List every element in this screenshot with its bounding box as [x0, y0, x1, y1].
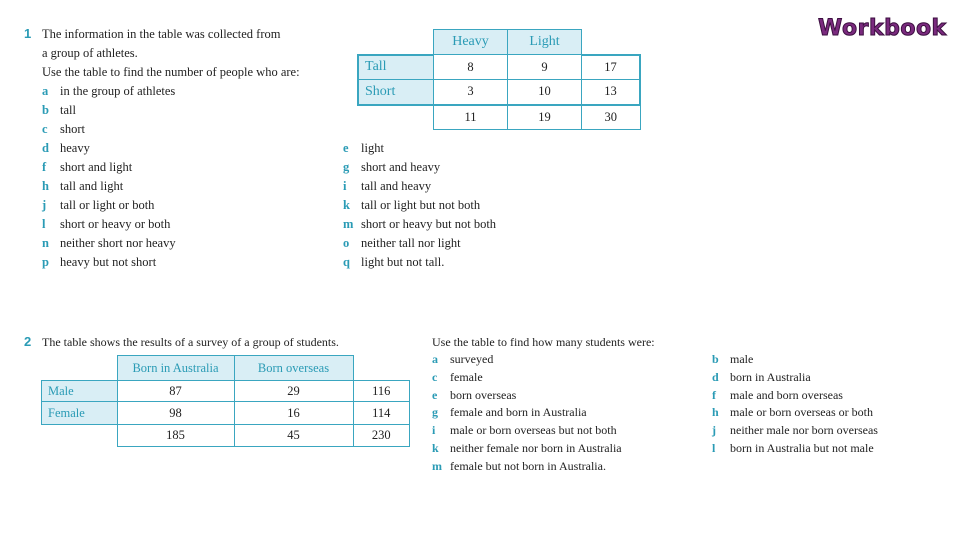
question-item	[712, 404, 873, 420]
item-text: surveyed	[450, 352, 494, 366]
item-letter: i	[343, 179, 347, 193]
question-item	[343, 140, 384, 156]
item-letter: j	[42, 198, 47, 212]
students-table	[41, 355, 410, 447]
question-item	[712, 422, 878, 438]
question-item	[42, 254, 156, 270]
question-item	[42, 140, 90, 156]
question-item	[42, 83, 175, 99]
question-1-number: 1	[24, 26, 32, 41]
total-cell: 45	[234, 425, 353, 447]
question-item	[42, 197, 154, 213]
total-cell: 230	[353, 425, 410, 447]
question-item	[432, 440, 622, 456]
question-item	[42, 121, 85, 137]
item-text: female	[450, 370, 483, 384]
item-letter: m	[432, 459, 442, 473]
question-item	[432, 387, 516, 403]
question-item	[712, 369, 811, 385]
item-text: male and born overseas	[730, 388, 843, 402]
item-text: heavy	[60, 141, 90, 155]
item-letter: a	[42, 84, 49, 98]
col-header: Born in Australia	[117, 356, 234, 381]
total-cell: 19	[508, 105, 582, 130]
item-text: female but not born in Australia.	[450, 459, 606, 473]
cell: 116	[353, 381, 410, 402]
item-letter: a	[432, 352, 438, 366]
item-letter: j	[712, 423, 716, 437]
row-header: Tall	[358, 55, 434, 80]
item-letter: h	[42, 179, 49, 193]
row-header: Short	[358, 80, 434, 105]
row-header: Female	[42, 402, 118, 425]
q2-intro: The table shows the results of a survey of a group of students.	[42, 335, 339, 349]
question-item	[42, 102, 76, 118]
item-text: born in Australia but not male	[730, 441, 874, 455]
item-text: in the group of athletes	[60, 84, 176, 98]
total-cell: 30	[582, 105, 641, 130]
item-letter: k	[343, 198, 350, 212]
item-text: short and light	[60, 160, 133, 174]
cell: 87	[117, 381, 234, 402]
item-letter: k	[432, 441, 439, 455]
q1-intro-line: Use the table to find the number of people who are:	[42, 65, 300, 79]
item-text: short or heavy or both	[60, 217, 171, 231]
item-letter: q	[343, 255, 350, 269]
question-2-number: 2	[24, 334, 32, 349]
cell: 10	[508, 80, 582, 105]
question-item	[343, 197, 480, 213]
item-text: male or born overseas or both	[730, 405, 873, 419]
item-letter: p	[42, 255, 49, 269]
col-header: Born overseas	[234, 356, 353, 381]
question-item	[432, 351, 493, 367]
item-letter: l	[42, 217, 46, 231]
item-text: short and heavy	[361, 160, 441, 174]
question-item	[432, 369, 483, 385]
item-text: short	[60, 122, 85, 136]
item-letter: e	[432, 388, 438, 402]
item-letter: f	[42, 160, 47, 174]
item-text: tall	[60, 103, 76, 117]
question-item	[42, 216, 170, 232]
item-letter: d	[42, 141, 49, 155]
item-text: light	[361, 141, 384, 155]
total-cell: 185	[117, 425, 234, 447]
item-text: tall or light or both	[60, 198, 155, 212]
item-text: female and born in Australia	[450, 405, 587, 419]
question-item	[343, 235, 461, 251]
item-letter: g	[432, 405, 438, 419]
item-letter: e	[343, 141, 349, 155]
item-text: male	[730, 352, 754, 366]
question-item	[432, 458, 606, 474]
item-text: light but not tall.	[361, 255, 445, 269]
item-letter: g	[343, 160, 350, 174]
item-text: neither female nor born in Australia	[450, 441, 622, 455]
col-header: Heavy	[434, 30, 508, 55]
cell: 16	[234, 402, 353, 425]
item-text: neither short nor heavy	[60, 236, 176, 250]
cell: 114	[353, 402, 410, 425]
row-header: Male	[42, 381, 118, 402]
item-letter: i	[432, 423, 436, 437]
question-item	[42, 235, 176, 251]
item-text: tall and light	[60, 179, 124, 193]
question-item	[42, 178, 123, 194]
question-item	[343, 216, 496, 232]
item-letter: c	[42, 122, 48, 136]
item-text: short or heavy but not both	[361, 217, 497, 231]
col-header: Light	[508, 30, 582, 55]
question-item	[343, 159, 440, 175]
cell: 17	[582, 55, 641, 80]
item-letter: n	[42, 236, 49, 250]
cell: 9	[508, 55, 582, 80]
cell: 3	[434, 80, 508, 105]
total-cell: 11	[434, 105, 508, 130]
q1-intro-line: a group of athletes.	[42, 46, 138, 60]
item-letter: m	[343, 217, 354, 231]
item-text: neither male nor born overseas	[730, 423, 878, 437]
question-item	[42, 159, 132, 175]
item-letter: d	[712, 370, 719, 384]
item-letter: b	[712, 352, 719, 366]
item-text: born in Australia	[730, 370, 811, 384]
question-item	[343, 178, 431, 194]
item-text: tall or light but not both	[361, 198, 481, 212]
question-item	[712, 440, 874, 456]
question-item	[712, 351, 753, 367]
cell: 13	[582, 80, 641, 105]
item-letter: f	[712, 388, 716, 402]
athletes-table	[357, 29, 641, 130]
item-letter: b	[42, 103, 49, 117]
item-letter: o	[343, 236, 350, 250]
item-letter: l	[712, 441, 716, 455]
q2-instruction: Use the table to find how many students were:	[432, 335, 655, 349]
cell: 29	[234, 381, 353, 402]
question-item	[432, 404, 587, 420]
workbook-badge: Workbook	[818, 16, 947, 41]
q1-intro-line: The information in the table was collected from	[42, 27, 281, 41]
question-item	[432, 422, 617, 438]
item-letter: c	[432, 370, 438, 384]
item-text: tall and heavy	[361, 179, 432, 193]
question-item	[712, 387, 843, 403]
item-letter: h	[712, 405, 719, 419]
question-item	[343, 254, 444, 270]
cell: 98	[117, 402, 234, 425]
item-text: born overseas	[450, 388, 517, 402]
cell: 8	[434, 55, 508, 80]
item-text: heavy but not short	[60, 255, 157, 269]
item-text: neither tall nor light	[361, 236, 461, 250]
item-text: male or born overseas but not both	[450, 423, 617, 437]
